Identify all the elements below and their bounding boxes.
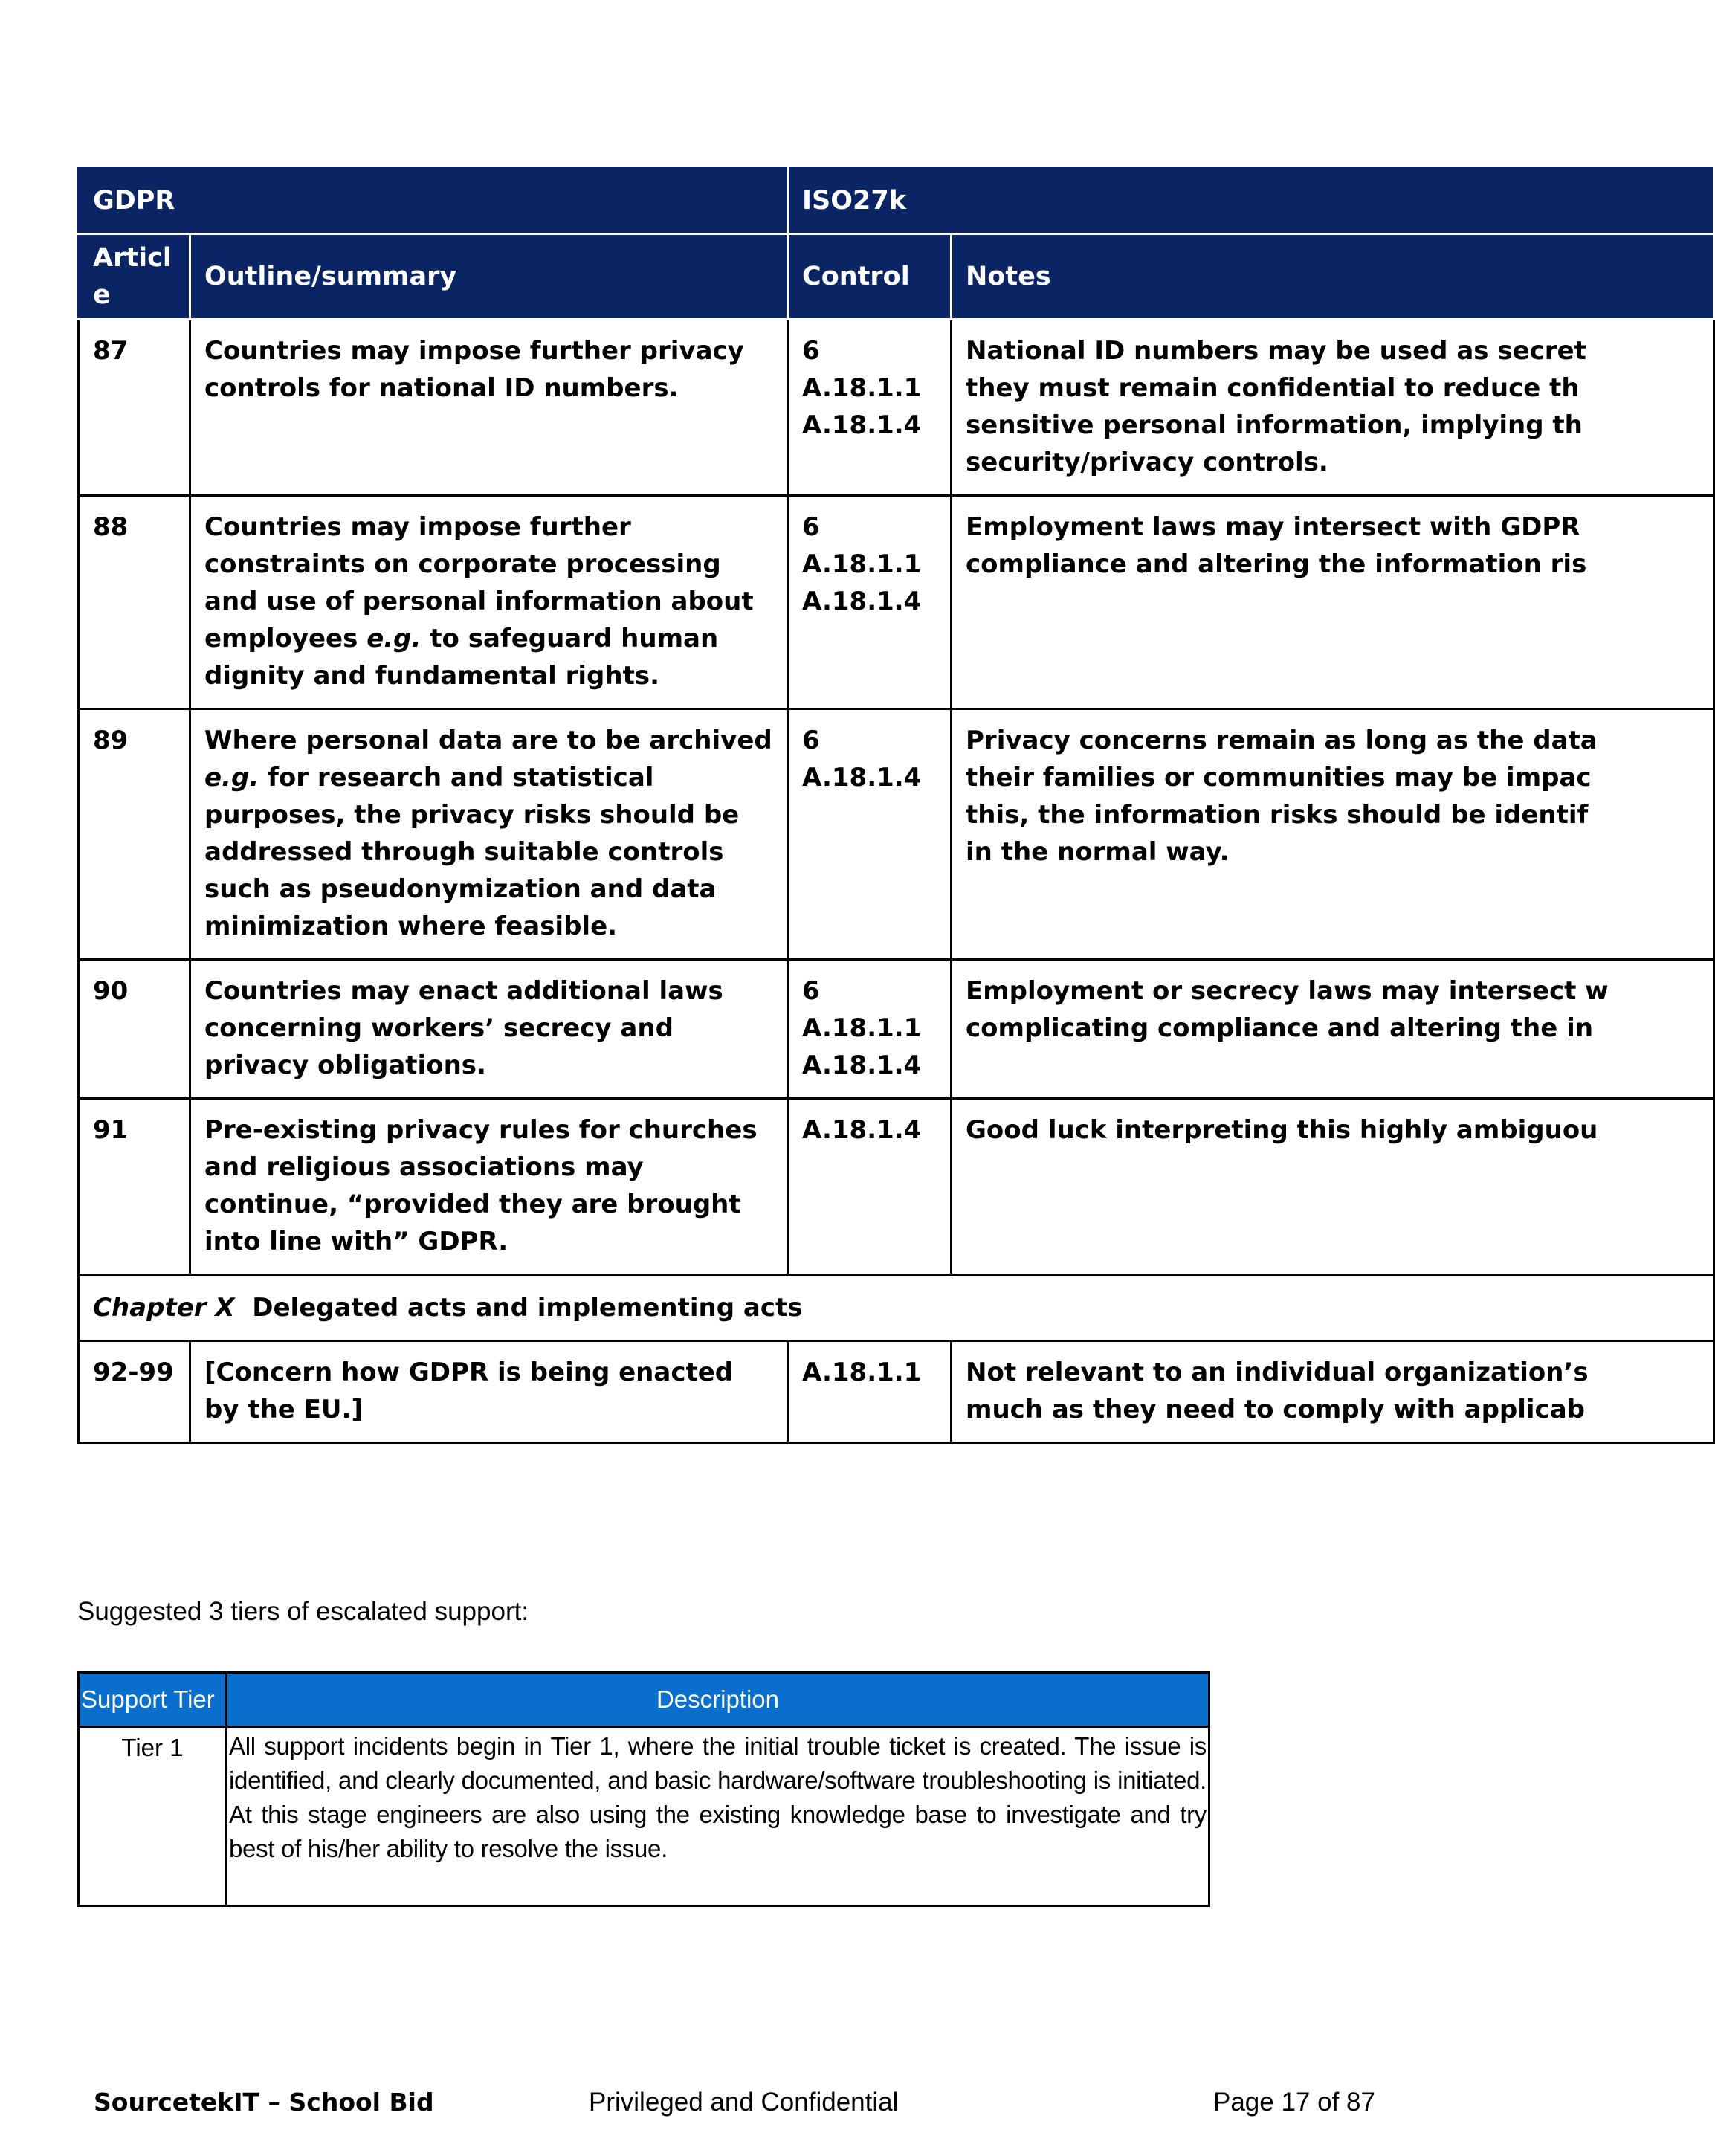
column-header-row [79,234,1714,320]
chapter-heading [79,1275,1714,1341]
outline-emphasis: e.g. [204,763,259,793]
outline-emphasis: e.g. [366,624,422,653]
control-id: 6 [802,336,820,366]
control-id: A.18.1.1 [802,1013,922,1043]
outline-cell [190,709,788,960]
notes-line: Employment or secrecy laws may intersect w [966,976,1609,1006]
control-id: A.18.1.4 [802,587,922,616]
control-id: A.18.1.1 [802,549,922,579]
tier-header-row [79,1673,1209,1727]
table-row [79,320,1714,496]
control-id: A.18.1.4 [802,1115,922,1145]
notes-line: compliance and altering the information ris [966,549,1587,579]
gdpr-iso27k-table [77,167,1715,1444]
notes-line: their families or communities may be impac [966,763,1592,793]
article-cell: 88 [79,496,190,709]
control-id: 6 [802,726,820,755]
notes-line: complicating compliance and altering the in [966,1013,1594,1043]
chapter-row [79,1275,1714,1341]
control-id: A.18.1.4 [802,763,922,793]
notes-line: Privacy concerns remain as long as the data [966,726,1598,755]
footer-document-title: SourcetekIT – School Bid [94,2088,434,2117]
footer-page-number: Page 17 of 87 [1213,2088,1375,2117]
article-cell: 87 [79,320,190,496]
control-id: A.18.1.1 [802,1358,922,1387]
control-cell [788,960,952,1099]
control-column-header: Control [788,234,952,320]
table-row [79,1341,1714,1443]
notes-cell [952,709,1714,960]
control-cell [788,496,952,709]
table-row [79,1099,1714,1275]
notes-cell [952,496,1714,709]
outline-text: Where personal data are to be archived [204,726,772,755]
notes-cell [952,960,1714,1099]
tier-description-cell: All support incidents begin in Tier 1, where the initial trouble ticket is created. The issue is identified, and clearly documented, and basic hardware/software troubleshooting is initiated. At this stage engineers are also using the existing knowledge base to investigate and try best of his/her ability to resolve the issue. [227,1727,1209,1906]
table-row [79,960,1714,1099]
gdpr-group-header: GDPR [79,168,788,234]
notes-line: they must remain confidential to reduce th [966,373,1580,403]
outline-cell: [Concern how GDPR is being enacted by the EU.] [190,1341,788,1443]
footer-confidentiality: Privileged and Confidential [589,2088,899,2117]
notes-cell [952,1341,1714,1443]
notes-line: National ID numbers may be used as secret [966,336,1586,366]
table-row [79,1727,1209,1906]
notes-line: Employment laws may intersect with GDPR [966,512,1580,542]
outline-cell: Pre-existing privacy rules for churches and religious associations may continue, “provided they are brought into line with” GDPR. [190,1099,788,1275]
notes-line: Good luck interpreting this highly ambiguou [966,1115,1598,1145]
table-row [79,496,1714,709]
notes-cell [952,1099,1714,1275]
support-tier-table [77,1671,1210,1907]
control-id: 6 [802,512,820,542]
outline-cell [190,496,788,709]
chapter-title: Delegated acts and implementing acts [252,1293,803,1323]
outline-column-header: Outline/summary [190,234,788,320]
outline-text-tail: to safeguard human dignity and fundamental rights. [204,624,719,691]
notes-line: this, the information risks should be identif [966,800,1589,830]
chapter-label: Chapter X [93,1293,235,1323]
article-cell: 92-99 [79,1341,190,1443]
notes-line: in the normal way. [966,837,1230,867]
notes-column-header: Notes [952,234,1714,320]
notes-line: Not relevant to an individual organization’s [966,1358,1589,1387]
outline-text-tail: for research and statistical purposes, the privacy risks should be addressed through suitable controls such as pseudonymization and data minimization where feasible. [204,763,740,941]
support-tier-column-header: Support Tier [79,1673,227,1727]
article-column-header: Article [79,234,190,320]
outline-cell: Countries may impose further privacy controls for national ID numbers. [190,320,788,496]
table-row [79,709,1714,960]
control-id: A.18.1.4 [802,410,922,440]
notes-line: much as they need to comply with applicab [966,1395,1585,1424]
article-cell: 90 [79,960,190,1099]
tiers-intro-text: Suggested 3 tiers of escalated support: [77,1597,529,1626]
outline-text: Countries may impose further constraints on corporate processing and use of personal information about employees [204,512,754,653]
control-cell [788,1341,952,1443]
control-id: A.18.1.1 [802,373,922,403]
notes-line: security/privacy controls. [966,448,1328,477]
description-column-header: Description [227,1673,1209,1727]
iso27k-group-header: ISO27k [788,168,1714,234]
article-cell: 89 [79,709,190,960]
group-header-row [79,168,1714,234]
outline-cell: Countries may enact additional laws concerning workers’ secrecy and privacy obligations. [190,960,788,1099]
control-cell [788,1099,952,1275]
control-cell [788,320,952,496]
article-cell: 91 [79,1099,190,1275]
control-id: 6 [802,976,820,1006]
notes-cell [952,320,1714,496]
control-id: A.18.1.4 [802,1050,922,1080]
tier-name-cell: Tier 1 [79,1727,227,1906]
notes-line: sensitive personal information, implying th [966,410,1583,440]
control-cell [788,709,952,960]
